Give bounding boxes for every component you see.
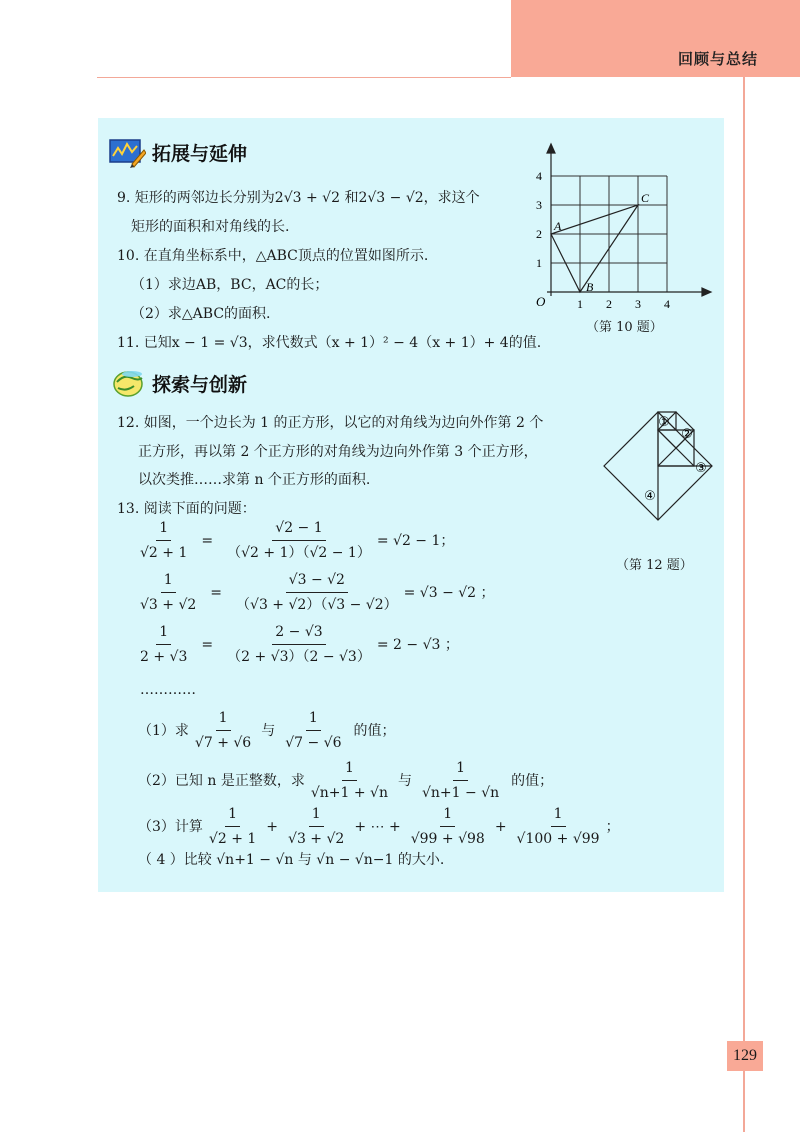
fig12-label-1: ① (658, 415, 670, 430)
eq1-lhs-den: √2 + 1 (140, 545, 188, 561)
eq1-mid-num: √2 − 1 (272, 518, 325, 541)
p3-plus2: + (494, 818, 507, 835)
eq3-rhs: = 2 − √3 ； (376, 636, 459, 653)
content-panel (98, 118, 724, 892)
section-extension (108, 136, 247, 168)
q13-part1 (138, 708, 396, 753)
eq1-mid-den: （√2 + 1）（√2 − 1） (227, 545, 371, 561)
eq3-lhs-num: 1 (156, 622, 171, 645)
q13-part4: （ 4 ）比较 √n+1 − √n 与 √n − √n−1 的大小. (138, 852, 445, 868)
p2-post: 的值； (511, 772, 554, 789)
p1-post: 的值； (353, 722, 396, 739)
p2-f1-num: 1 (342, 758, 357, 781)
header-rule (97, 77, 511, 78)
y-tick-3: 3 (536, 198, 542, 212)
q13-eq3: $\frac{1}{2 + √3}$ = $\frac{2 - √3}{(2 + √3)(2 - √3)}$ = 2 − √3 ； (134, 622, 459, 667)
fig12-label-3: ③ (695, 461, 707, 476)
section-explore (112, 368, 247, 398)
p3-f2-den: √3 + √2 (288, 831, 345, 847)
x-tick-3: 3 (635, 297, 641, 311)
p1-pre: （1）求 (138, 722, 189, 739)
eq3-mid-den: （2 + √3）（2 − √3） (227, 649, 371, 665)
q11-text: 11. 已知x − 1 = √3，求代数式（x + 1）² − 4（x + 1）+ 4的值. (117, 335, 542, 351)
eq2-lhs-den: √3 + √2 (140, 597, 197, 613)
q10-part2: （2）求△ABC的面积. (131, 306, 271, 322)
p3-f4-den: √100 + √99 (516, 831, 600, 847)
point-b-label: B (586, 280, 594, 294)
fig12-label-2: ② (681, 427, 693, 442)
figure10-grid (551, 176, 667, 292)
p2-f1-den: √n+1 + √n (310, 785, 388, 801)
section-explore-label: 探索与创新 (152, 373, 248, 396)
eq2-mid-num: √3 − √2 (286, 570, 348, 593)
q13-stem: 13. 阅读下面的问题： (117, 501, 256, 517)
q10-part1: （1）求边AB，BC，AC的长； (131, 277, 329, 293)
q13-eq2: $\frac{1}{√3 + √2}$ = $\frac{√3 - √2}{(√3 + √2)(√3 - √2)}$ = √3 − √2 ； (134, 570, 495, 615)
y-tick-1: 1 (536, 256, 542, 270)
p2-mid: 与 (397, 772, 412, 789)
p1-f2-den: √7 − √6 (285, 735, 342, 751)
p3-pre: （3）计算 (138, 818, 203, 835)
p3-post: ； (605, 818, 620, 835)
margin-rule (743, 77, 745, 1132)
q13-dots: ………… (140, 682, 196, 698)
p2-f2-num: 1 (453, 758, 468, 781)
eq1-rhs: = √2 − 1； (376, 532, 455, 549)
fig12-label-4: ④ (644, 489, 656, 504)
globe-icon (112, 368, 146, 398)
p2-f2-den: √n+1 − √n (421, 785, 500, 801)
figure10-origin: O (536, 294, 546, 309)
figure10-caption: （第 10 题） (586, 320, 663, 335)
eq2-lhs-num: 1 (161, 570, 176, 593)
q12-line3: 以次类推……求第 n 个正方形的面积. (138, 472, 371, 488)
eq3-lhs-den: 2 + √3 (140, 649, 188, 665)
p3-f3-num: 1 (440, 804, 455, 827)
figure10-triangle (551, 205, 638, 292)
p1-f1-num: 1 (216, 708, 231, 731)
q12-line2: 正方形，再以第 2 个正方形的对角线为边向外作第 3 个正方形， (138, 444, 538, 460)
p3-f1-den: √2 + 1 (208, 831, 257, 847)
point-a-label: A (554, 219, 562, 233)
chapter-title: 回顾与总结 (677, 50, 758, 68)
pencil-chart-icon (108, 136, 146, 168)
x-tick-1: 1 (577, 297, 583, 311)
figure10-axes (547, 144, 711, 296)
q9-line1: 9. 矩形的两邻边长分别为2√3 + √2 和2√3 − √2，求这个 (117, 190, 480, 206)
q13-part3 (138, 804, 620, 849)
p3-plus1: + (266, 818, 279, 835)
p3-ellipsis: + ⋯ + (354, 818, 401, 835)
p1-f1-den: √7 + √6 (194, 735, 252, 751)
figure10-coordinate-grid (530, 136, 720, 336)
eq2-rhs: = √3 − √2 ； (403, 584, 495, 601)
p2-pre: （2）已知 n 是正整数，求 (138, 772, 305, 789)
y-tick-4: 4 (536, 169, 542, 183)
eq2-mid-den: （√3 + √2）（√3 − √2） (236, 597, 398, 613)
figure12-squares (598, 408, 718, 548)
eq3-mid-num: 2 − √3 (272, 622, 325, 645)
p1-mid: 与 (261, 722, 276, 739)
p1-f2-num: 1 (306, 708, 321, 731)
p3-f2-num: 1 (309, 804, 324, 827)
eq1-lhs-num: 1 (156, 518, 171, 541)
p3-f3-den: √99 + √98 (410, 831, 485, 847)
q10-stem: 10. 在直角坐标系中，△ABC顶点的位置如图所示. (117, 248, 429, 264)
x-tick-2: 2 (606, 297, 612, 311)
x-tick-4: 4 (664, 297, 670, 311)
q13-part2 (138, 758, 553, 803)
p3-f1-num: 1 (225, 804, 240, 827)
p3-f4-num: 1 (551, 804, 566, 827)
section-extension-label: 拓展与延伸 (152, 142, 248, 165)
q9-line2: 矩形的面积和对角线的长. (131, 219, 290, 235)
q12-line1: 12. 如图，一个边长为 1 的正方形，以它的对角线为边向外作第 2 个 (117, 415, 544, 431)
point-c-label: C (641, 191, 650, 205)
y-tick-2: 2 (536, 227, 542, 241)
page-number: 129 (727, 1041, 763, 1071)
figure12-caption: （第 12 题） (616, 558, 693, 573)
q13-eq1: $\frac{1}{√2 + 1}$ = $\frac{√2 - 1}{(√2 + 1)(√2 - 1)}$ = √2 − 1； (134, 518, 454, 563)
